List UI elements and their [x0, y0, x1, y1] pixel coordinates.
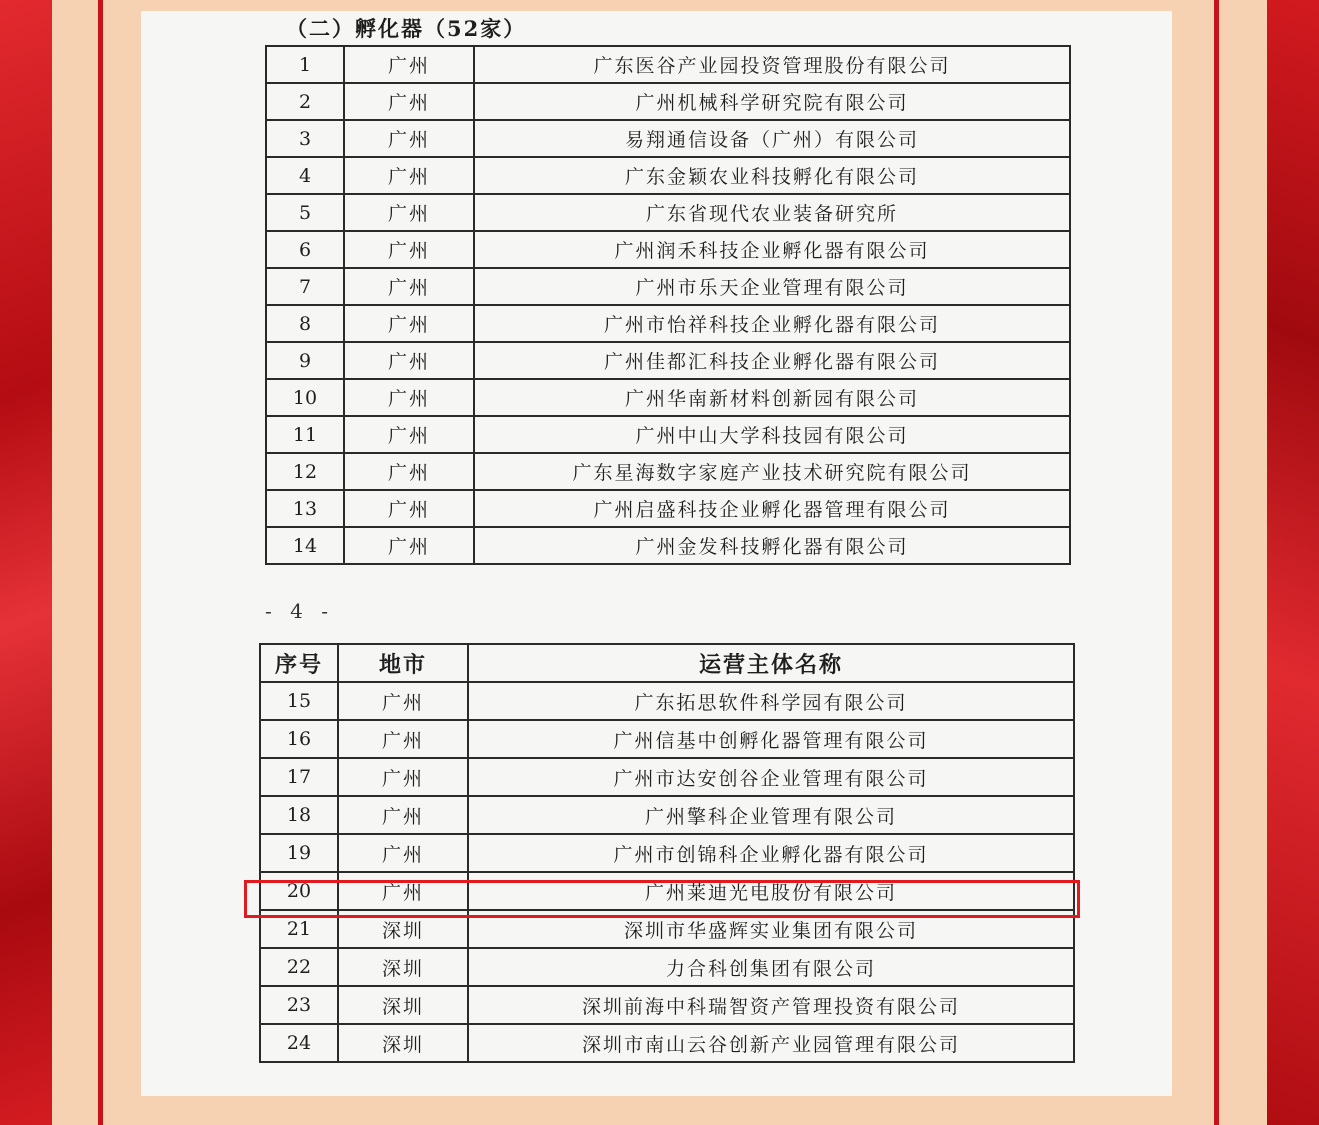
frame-line-right — [1214, 0, 1219, 1125]
row-city: 广州 — [344, 120, 474, 157]
left-red-border — [0, 0, 52, 1125]
row-index: 18 — [260, 796, 338, 834]
row-index: 22 — [260, 948, 338, 986]
header-city: 地市 — [338, 644, 468, 682]
section-title: （二）孵化器（52家） — [266, 11, 1070, 46]
row-name: 广东拓思软件科学园有限公司 — [468, 682, 1074, 720]
incubator-table-page4 — [265, 11, 1071, 565]
row-index: 21 — [260, 910, 338, 948]
row-index: 15 — [260, 682, 338, 720]
row-index: 7 — [266, 268, 344, 305]
row-index: 19 — [260, 834, 338, 872]
row-city: 广州 — [344, 416, 474, 453]
row-index: 2 — [266, 83, 344, 120]
row-city: 广州 — [338, 872, 468, 910]
row-name: 广州市创锦科企业孵化器有限公司 — [468, 834, 1074, 872]
row-index: 3 — [266, 120, 344, 157]
row-name: 广州金发科技孵化器有限公司 — [474, 527, 1070, 564]
row-name: 广州佳都汇科技企业孵化器有限公司 — [474, 342, 1070, 379]
row-city: 广州 — [344, 305, 474, 342]
table-header-row — [260, 644, 1074, 682]
row-name: 广州信基中创孵化器管理有限公司 — [468, 720, 1074, 758]
row-name: 广州市乐天企业管理有限公司 — [474, 268, 1070, 305]
row-index: 1 — [266, 46, 344, 83]
row-name: 广州擎科企业管理有限公司 — [468, 796, 1074, 834]
table-row — [260, 948, 1074, 986]
row-city: 广州 — [344, 157, 474, 194]
row-name: 广州华南新材料创新园有限公司 — [474, 379, 1070, 416]
row-city: 广州 — [344, 453, 474, 490]
row-index: 6 — [266, 231, 344, 268]
table-row — [266, 379, 1070, 416]
row-city: 广州 — [338, 720, 468, 758]
row-name: 深圳市华盛辉实业集团有限公司 — [468, 910, 1074, 948]
row-name: 广州机械科学研究院有限公司 — [474, 83, 1070, 120]
table-row — [266, 46, 1070, 83]
row-name: 广州市怡祥科技企业孵化器有限公司 — [474, 305, 1070, 342]
row-index: 23 — [260, 986, 338, 1024]
table-row — [266, 157, 1070, 194]
row-name: 广州润禾科技企业孵化器有限公司 — [474, 231, 1070, 268]
row-city: 广州 — [344, 490, 474, 527]
row-city: 深圳 — [338, 948, 468, 986]
row-index: 11 — [266, 416, 344, 453]
row-index: 13 — [266, 490, 344, 527]
row-index: 4 — [266, 157, 344, 194]
row-city: 广州 — [344, 268, 474, 305]
row-city: 深圳 — [338, 910, 468, 948]
row-city: 广州 — [344, 231, 474, 268]
row-name: 广东省现代农业装备研究所 — [474, 194, 1070, 231]
row-index: 17 — [260, 758, 338, 796]
table-row — [266, 527, 1070, 564]
table-row — [266, 268, 1070, 305]
table-row — [260, 796, 1074, 834]
row-index: 16 — [260, 720, 338, 758]
table-row — [266, 453, 1070, 490]
table-row — [266, 490, 1070, 527]
row-name: 力合科创集团有限公司 — [468, 948, 1074, 986]
table-row — [266, 342, 1070, 379]
table-row — [266, 194, 1070, 231]
row-index: 5 — [266, 194, 344, 231]
table-row — [260, 682, 1074, 720]
row-name: 深圳前海中科瑞智资产管理投资有限公司 — [468, 986, 1074, 1024]
row-index: 24 — [260, 1024, 338, 1062]
row-city: 深圳 — [338, 1024, 468, 1062]
header-name: 运营主体名称 — [468, 644, 1074, 682]
row-city: 广州 — [344, 379, 474, 416]
table-row — [260, 1024, 1074, 1062]
row-index: 14 — [266, 527, 344, 564]
row-index: 9 — [266, 342, 344, 379]
table-row — [266, 231, 1070, 268]
row-name: 广州莱迪光电股份有限公司 — [468, 872, 1074, 910]
row-city: 广州 — [344, 342, 474, 379]
incubator-table-page5 — [259, 643, 1075, 1063]
table-row — [260, 720, 1074, 758]
row-index: 20 — [260, 872, 338, 910]
row-name: 广州市达安创谷企业管理有限公司 — [468, 758, 1074, 796]
table-row — [266, 416, 1070, 453]
row-name: 广东星海数字家庭产业技术研究院有限公司 — [474, 453, 1070, 490]
row-city: 广州 — [344, 46, 474, 83]
right-red-border — [1267, 0, 1319, 1125]
table-row — [260, 758, 1074, 796]
row-city: 广州 — [338, 758, 468, 796]
row-city: 广州 — [344, 527, 474, 564]
row-city: 广州 — [344, 83, 474, 120]
row-name: 广东金颖农业科技孵化有限公司 — [474, 157, 1070, 194]
row-name: 易翔通信设备（广州）有限公司 — [474, 120, 1070, 157]
row-index: 10 — [266, 379, 344, 416]
row-city: 深圳 — [338, 986, 468, 1024]
row-name: 广州中山大学科技园有限公司 — [474, 416, 1070, 453]
highlight-box-row-20 — [244, 880, 1080, 918]
header-index: 序号 — [260, 644, 338, 682]
table-row — [260, 834, 1074, 872]
table-row — [260, 986, 1074, 1024]
row-city: 广州 — [338, 834, 468, 872]
document-page — [141, 11, 1172, 1096]
table-row — [266, 120, 1070, 157]
row-index: 12 — [266, 453, 344, 490]
frame-line-left — [98, 0, 103, 1125]
table-row — [266, 305, 1070, 342]
row-city: 广州 — [338, 682, 468, 720]
table-row — [266, 83, 1070, 120]
row-name: 广州启盛科技企业孵化器管理有限公司 — [474, 490, 1070, 527]
row-city: 广州 — [338, 796, 468, 834]
page-number: - 4 - — [265, 599, 334, 623]
row-city: 广州 — [344, 194, 474, 231]
row-index: 8 — [266, 305, 344, 342]
row-name: 广东医谷产业园投资管理股份有限公司 — [474, 46, 1070, 83]
row-name: 深圳市南山云谷创新产业园管理有限公司 — [468, 1024, 1074, 1062]
